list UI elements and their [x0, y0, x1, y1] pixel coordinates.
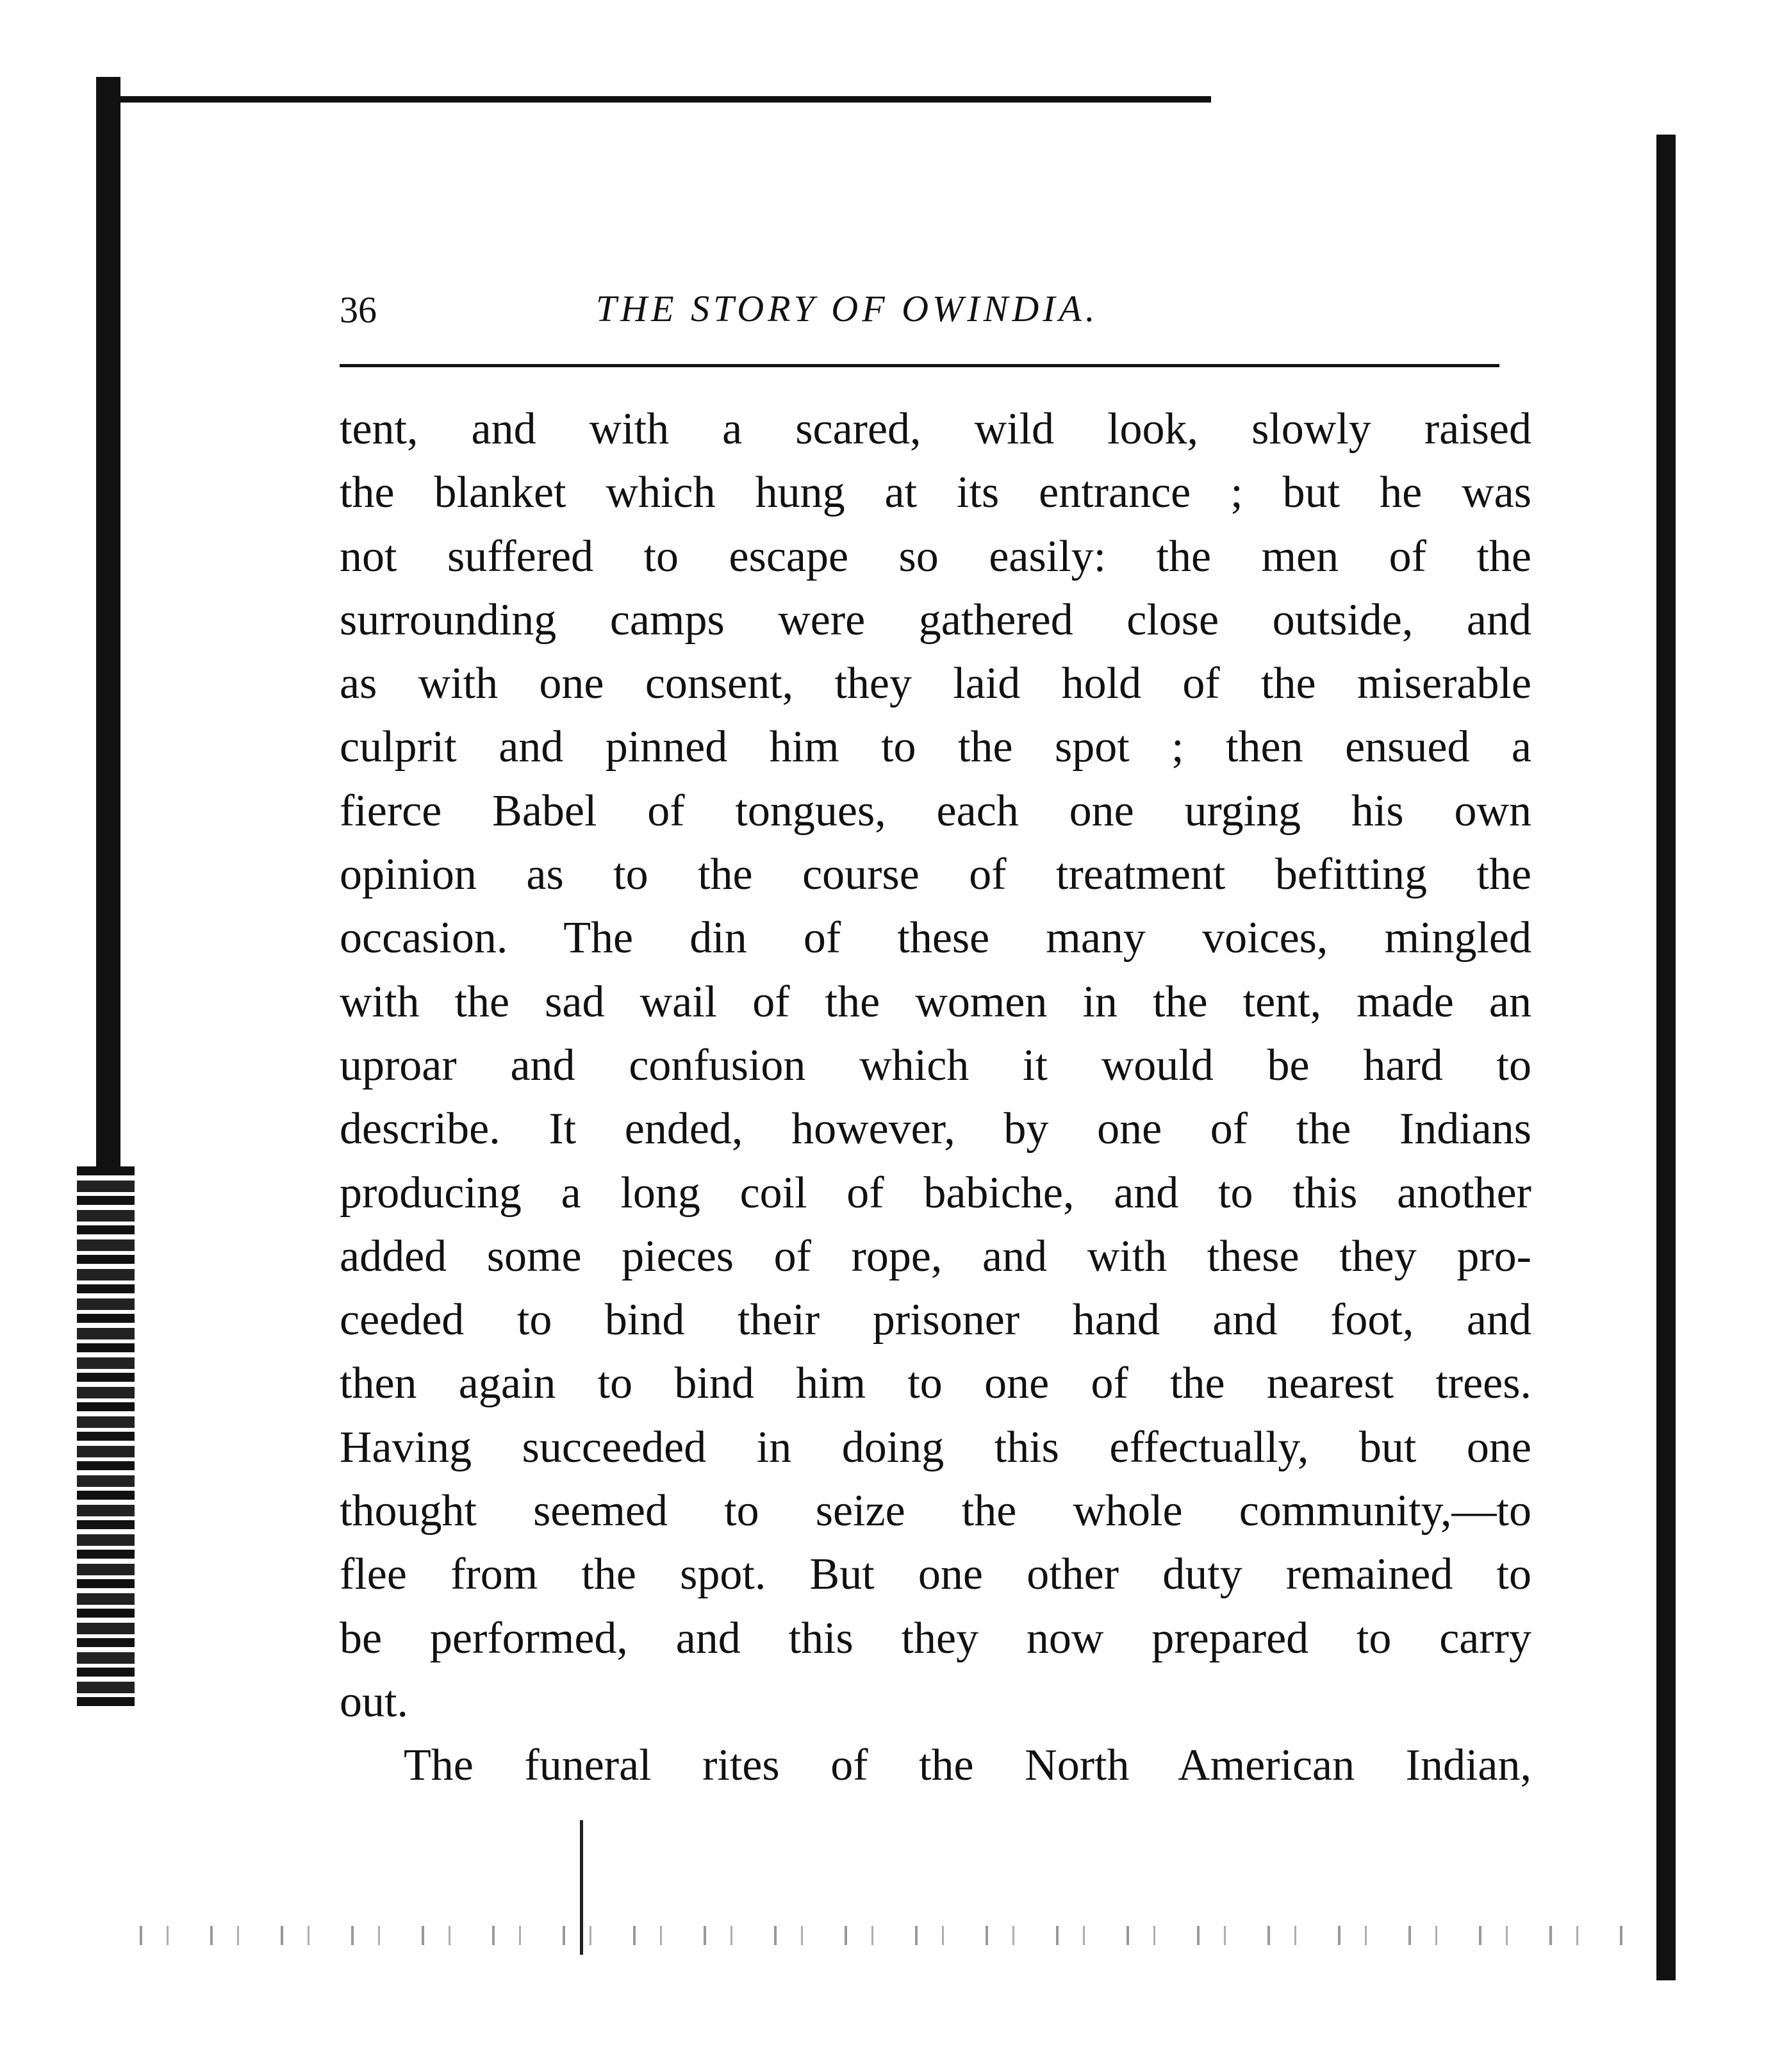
text-line: uproar and confusion which it would be hard to	[340, 1040, 1531, 1090]
scan-edge-right	[1656, 135, 1676, 1980]
running-head	[340, 269, 1531, 340]
text-line: tent, and with a scared, wild look, slowly raised	[340, 404, 1531, 454]
text-line: with the sad wail of the women in the tent, made an	[340, 977, 1531, 1027]
text-line: not suffered to escape so easily: the men of the	[340, 531, 1531, 581]
scan-mark-bottom	[580, 1820, 583, 1955]
text-line: be performed, and this they now prepared to carry	[340, 1613, 1531, 1663]
text-line: surrounding camps were gathered close outside, and	[340, 595, 1531, 645]
text-line: describe. It ended, however, by one of the Indians	[340, 1104, 1531, 1154]
page-number: 36	[340, 289, 377, 331]
scan-noise-bottom	[128, 1926, 1640, 1945]
text-line: occasion. The din of these many voices, mingled	[340, 913, 1531, 963]
paragraph-start-line: The funeral rites of the North American Indian,	[404, 1741, 1531, 1791]
text-line: culprit and pinned him to the spot ; then ensued a	[340, 722, 1531, 772]
text-line: fierce Babel of tongues, each one urging his own	[340, 786, 1531, 836]
scan-edge-top	[96, 96, 1211, 103]
text-line: opinion as to the course of treatment befitting the	[340, 850, 1531, 900]
text-line: the blanket which hung at its entrance ; but he was	[340, 468, 1531, 518]
text-line: out.	[340, 1677, 408, 1727]
text-line: flee from the spot. But one other duty remained to	[340, 1550, 1531, 1600]
text-line: ceeded to bind their prisoner hand and foot, and	[340, 1295, 1531, 1345]
scan-noise-left	[77, 1166, 135, 1711]
running-title: THE STORY OF OWINDIA.	[596, 288, 1099, 329]
text-line: producing a long coil of babiche, and to this another	[340, 1168, 1531, 1218]
text-line: Having succeeded in doing this effectually, but one	[340, 1422, 1531, 1472]
text-line: thought seemed to seize the whole community,—to	[340, 1486, 1531, 1536]
book-page	[340, 269, 1531, 1791]
header-rule	[340, 364, 1499, 367]
text-line: then again to bind him to one of the nearest trees.	[340, 1359, 1531, 1409]
text-line: as with one consent, they laid hold of the miserable	[340, 659, 1531, 709]
text-line: added some pieces of rope, and with these they pro-	[340, 1231, 1531, 1281]
body-text	[340, 397, 1531, 1798]
